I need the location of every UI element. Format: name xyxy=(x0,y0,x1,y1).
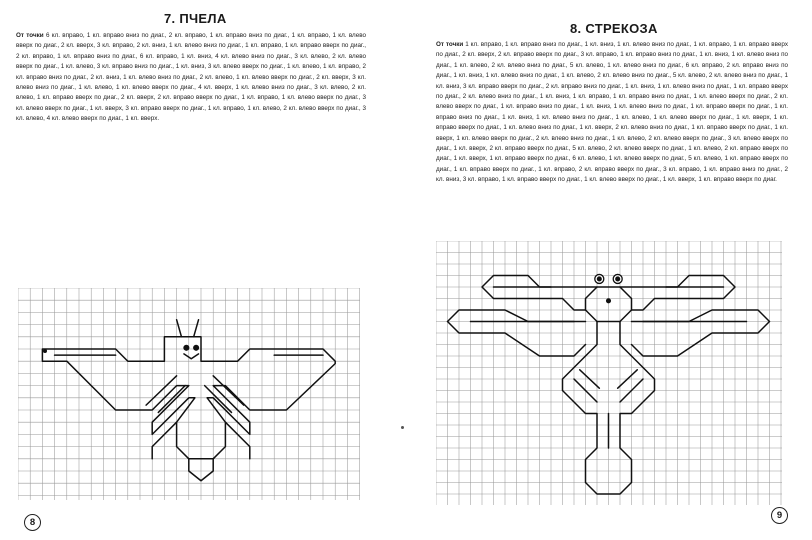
page-number: 9 xyxy=(771,507,788,524)
right-page xyxy=(406,0,812,540)
instructions-body: 1 кл. вправо, 1 кл. вправо вниз по диаг., 1 кл. вниз, 1 кл. влево вниз по диаг., 1 кл. вправо, 1 кл. вправо вверх по диаг., 2 кл. вверх, 2 кл. вправо вверх по диаг., 3 кл. вправо, 1 кл. вправо вниз по диаг., 1 кл. вниз, 1 кл. влево вниз по диаг., 1 кл. влево, 2 кл. влево вниз по диаг., 5 кл. влево, 1 кл. влево вниз по диаг., 6 кл. вправо, 2 кл. вправо вниз по диаг., 1 кл. вниз, 1 кл. влево вниз по диаг., 1 кл. влево, 2 кл. влево вниз по диаг., 5 кл. влево, 2 кл. влево вниз по диаг., 1 кл. вниз, 3 кл. вправо вверх по диаг., 2 кл. вправо вниз по диаг., 1 кл. вниз, 1 кл. влево вниз по диаг., 1 кл. вправо вверх по диаг., 2 кл. влево вниз по диаг., 1 кл. вниз, 1 кл. вправо, 1 кл. вправо вниз по диаг., 1 кл. влево вверх по диаг., 2 кл. влево вверх по диаг., 1 кл. вправо вниз по диаг., 1 кл. вниз, 1 кл. влево вниз по диаг., 1 кл. вправо вверх по диаг., 1 кл. вправо вниз по диаг., 1 кл. вниз, 1 кл. влево вниз по диаг., 1 кл. влево, 1 кл. влево вверх по диаг., 1 кл. вверх, 1 кл. вправо вверх по диаг., 1 кл. влево вниз по диаг., 1 кл. вверх, 2 кл. влево вниз по диаг., 1 кл. вправо вверх по диаг., 1 кл. вверх, 1 кл. влево вверх по диаг., 2 кл. влево вниз по диаг., 1 кл. влево, 2 кл. влево вверх по диаг., 3 кл. влево вверх по диаг., 1 кл. вверх, 2 кл. вправо вверх по диаг., 5 кл. влево, 2 кл. влево вверх по диаг., 1 кл. влево, 2 кл. вправо вверх по диаг., 1 кл. вверх, 1 кл. вправо вверх по диаг., 6 кл. влево, 1 кл. влево вверх по диаг., 5 кл. влево, 1 кл. вправо вверх по диаг., 1 кл. вправо вверх по диаг., 1 кл. вправо, 2 кл. вправо вверх по диаг., 3 кл. вправо, 1 кл. вправо вниз по диаг., 2 кл. вниз, 3 кл. вправо, 1 кл. вправо вверх по диаг., 1 кл. влево вверх по диаг., 1 кл. вверх, 1 кл. вправо вверх по диаг. xyxy=(436,41,789,184)
start-label: От точки xyxy=(16,32,44,39)
instructions-text xyxy=(436,40,788,186)
page-number: 8 xyxy=(24,514,41,531)
instructions-text xyxy=(16,31,366,125)
bee-grid xyxy=(18,288,360,500)
dragonfly-pupil xyxy=(616,277,620,281)
start-label: От точки xyxy=(436,41,464,48)
start-point xyxy=(43,349,47,353)
stray-dot xyxy=(401,426,404,429)
bee-antenna xyxy=(177,320,182,337)
dragonfly-mouth xyxy=(607,299,611,303)
instructions-body: 6 кл. вправо, 1 кл. вправо вниз по диаг., 2 кл. вправо, 1 кл. вправо вниз по диаг., 1 кл. вправо, 1 кл. влево вверх по диаг., 2 кл. вверх, 3 кл. вправо, 2 кл. вниз, 1 кл. влево вниз по диаг., 1 кл. вправо, 1 кл. вправо вверх по диаг., 2 кл. вправо, 1 кл. вправо вниз по диаг., 6 кл. вправо, 1 кл. вниз, 4 кл. влево вниз по диаг., 3 кл. влево, 2 кл. влево вверх по диаг., 1 кл. влево, 3 кл. вправо вниз по диаг., 1 кл. вниз, 3 кл. влево вверх по диаг., 1 кл. влево, 1 кл. вправо, 2 кл. вправо вниз по диаг., 2 кл. вниз, 1 кл. влево вниз по диаг., 2 кл. влево, 1 кл. влево вверх по диаг., 2 кл. вверх, 3 кл. влево вниз по диаг., 1 кл. влево, 1 кл. влево вверх по диаг., 4 кл. вверх, 1 кл. влево вниз по диаг., 3 кл. влево, 2 кл. влево, 1 кл. вправо вверх по диаг., 2 кл. вверх, 2 кл. вправо вверх по диаг., 1 кл. вправо, 1 кл. влево вверх по диаг., 3 кл. влево вверх по диаг., 1 кл. вверх, 3 кл. вправо вверх по диаг., 1 кл. вправо, 1 кл. влево, 2 кл. влево вверх по диаг., 3 кл. влево, 4 кл. влево вверх по диаг., 1 кл. вверх. xyxy=(16,32,367,123)
page-title: 7. ПЧЕЛА xyxy=(164,11,227,26)
bee-mouth xyxy=(184,354,199,359)
page-title: 8. СТРЕКОЗА xyxy=(570,21,658,36)
bee-eye xyxy=(184,345,189,350)
dragonfly-grid xyxy=(436,241,782,505)
dragonfly-pupil xyxy=(598,277,602,281)
bee-eye xyxy=(194,345,199,350)
bee-antenna xyxy=(194,320,199,337)
